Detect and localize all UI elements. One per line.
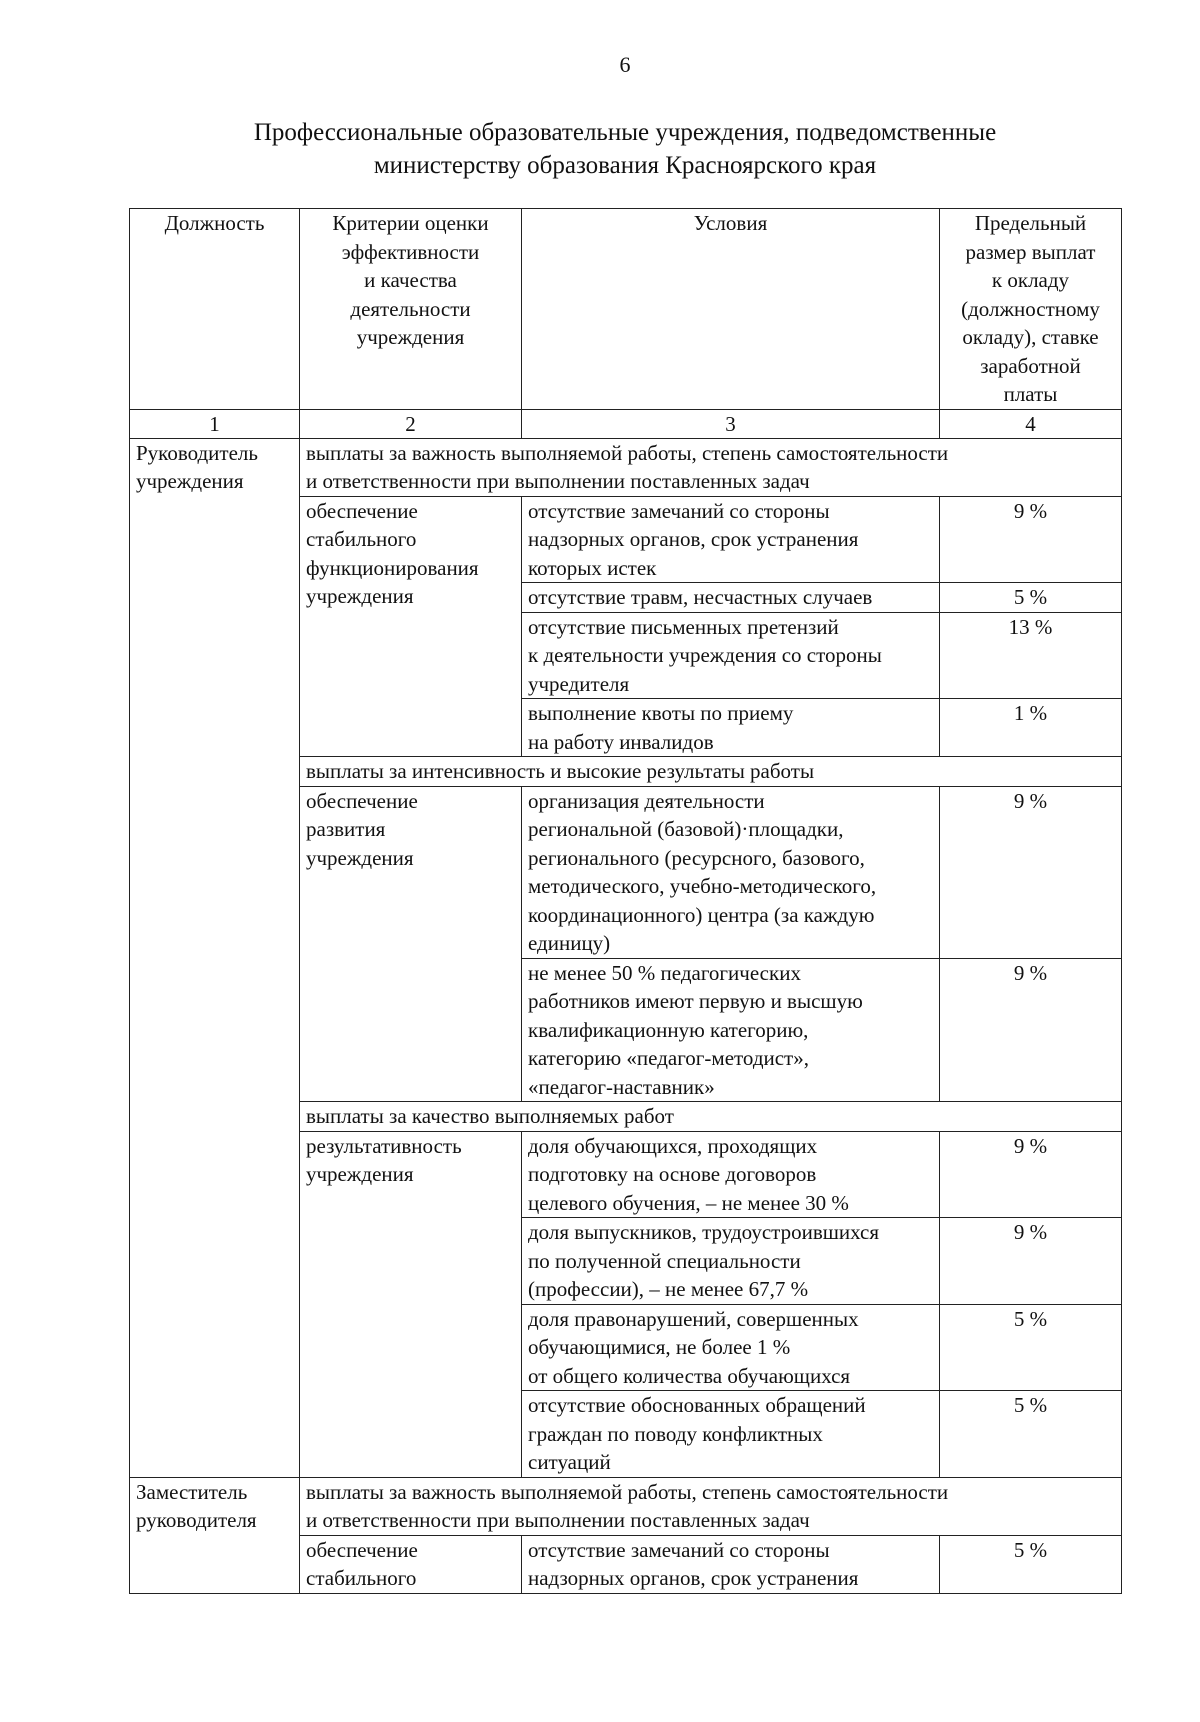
condition-cell: отсутствие травм, несчастных случаев [522,583,940,613]
condition-cell: выполнение квоты по приему на работу инвалидов [522,699,940,757]
value-cell: 9 % [940,1131,1122,1218]
section-head-quality: выплаты за качество выполняемых работ [300,1102,1122,1132]
value-cell: 1 % [940,699,1122,757]
position-deputy: Заместитель руководителя [130,1477,300,1593]
criteria-table [129,208,1122,1594]
value-cell: 5 % [940,1304,1122,1391]
value-cell: 9 % [940,958,1122,1102]
condition-cell: доля обучающихся, проходящих подготовку на основе договоров целевого обучения, – не менее 30 % [522,1131,940,1218]
condition-cell: доля выпускников, трудоустроившихся по полученной специальности (профессии), – не менее 67,7 % [522,1218,940,1305]
page-number: 6 [619,52,631,77]
section-head-intensity: выплаты за интенсивность и высокие результаты работы [300,757,1122,787]
title-line-1: Профессиональные образовательные учреждения, подведомственные [253,119,997,146]
section-deputy-importance: выплаты за важность выполняемой работы, степень самостоятельности и ответственности при выполнении поставленных задач [300,1477,1122,1535]
condition-cell: отсутствие замечаний со стороны надзорных органов, срок устранения [522,1535,940,1593]
condition-cell: доля правонарушений, совершенных обучающимися, не более 1 % от общего количества обучающихся [522,1304,940,1391]
value-cell: 9 % [940,1218,1122,1305]
criterion-stability: обеспечение стабильного функционирования учреждения [300,496,522,757]
column-number-1: 1 [130,409,300,438]
condition-cell: не менее 50 % педагогических работников имеют первую и высшую квалификационную категорию, категорию «педагог-методист», «педагог-наставник» [522,958,940,1102]
header-limit: Предельный размер выплат к окладу (должностному окладу), ставке заработной платы [940,209,1122,410]
header-position: Должность [130,209,300,410]
column-numbers-row [130,409,1122,438]
position-head: Руководитель учреждения [130,438,300,1477]
value-cell: 5 % [940,583,1122,613]
table-row [130,438,1122,496]
column-number-2: 2 [300,409,522,438]
condition-cell: отсутствие обоснованных обращений граждан по поводу конфликтных ситуаций [522,1391,940,1478]
column-number-3: 3 [522,409,940,438]
header-conditions: Условия [522,209,940,410]
condition-cell: отсутствие замечаний со стороны надзорных органов, срок устранения которых истек [522,496,940,583]
condition-cell: организация деятельности региональной (базовой)·площадки, регионального (ресурсного, базового, методического, учебно-методического, координационного) центра (за каждую единицу) [522,786,940,958]
criterion-development: обеспечение развития учреждения [300,786,522,1102]
criterion-effectiveness: результативность учреждения [300,1131,522,1477]
value-cell: 5 % [940,1535,1122,1593]
document-title [0,116,1200,182]
criterion-deputy-stability: обеспечение стабильного [300,1535,522,1593]
title-line-2: министерству образования Красноярского края [373,152,877,179]
condition-cell: отсутствие письменных претензий к деятельности учреждения со стороны учредителя [522,612,940,699]
value-cell: 5 % [940,1391,1122,1478]
value-cell: 9 % [940,496,1122,583]
table-header-row [130,209,1122,410]
column-number-4: 4 [940,409,1122,438]
table-row [130,1477,1122,1535]
value-cell: 9 % [940,786,1122,958]
value-cell: 13 % [940,612,1122,699]
section-head-importance: выплаты за важность выполняемой работы, степень самостоятельности и ответственности при выполнении поставленных задач [300,438,1122,496]
header-criteria: Критерии оценки эффективности и качества деятельности учреждения [300,209,522,410]
